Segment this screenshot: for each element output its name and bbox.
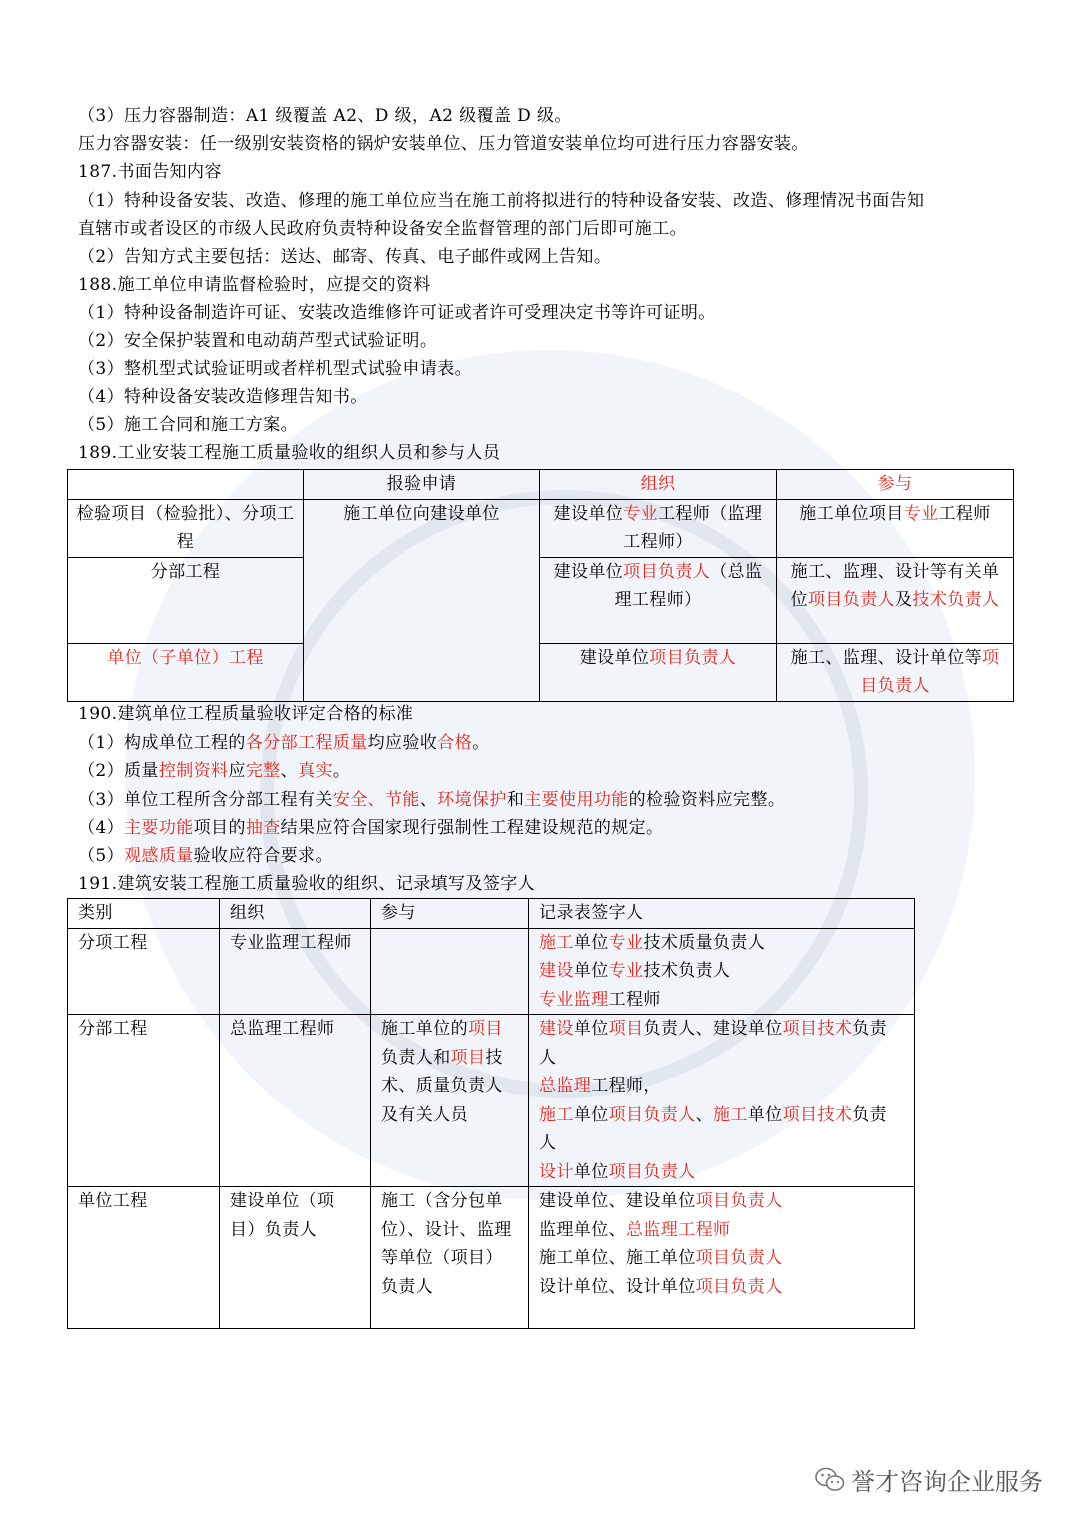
signer-cell: 建设单位项目负责人、建设单位项目技术负责人 总监理工程师， 施工单位项目负责人、施工单位项目技术负责人 设计单位项目负责人 — [529, 1015, 915, 1187]
text-line: 直辖市或者设区的市级人民政府负责特种设备安全监督管理的部门后即可施工。 — [78, 219, 687, 239]
table-row — [68, 1015, 915, 1187]
text-line: （1）特种设备制造许可证、安装改造维修许可证或者许可受理决定书等许可证明。 — [78, 303, 716, 323]
section-188-title: 188.施工单位申请监督检验时，应提交的资料 — [78, 275, 431, 295]
item-cell: 检验项目（检验批）、分项工程 — [68, 499, 304, 557]
footer-text: 誉才咨询企业服务 — [851, 1468, 1043, 1496]
table-row — [68, 928, 915, 1015]
org-cell: 建设单位项目负责人 — [540, 643, 777, 701]
table-header-row — [68, 470, 1014, 500]
part-cell: 施工单位的项目负责人和项目技术、质量负责人及有关人员 — [371, 1015, 529, 1187]
text-line: （3）整机型式试验证明或者样机型式试验申请表。 — [78, 359, 473, 379]
category-cell: 分项工程 — [68, 928, 220, 1015]
wechat-icon — [815, 1467, 845, 1493]
table-row — [68, 499, 1014, 557]
section-191-title: 191.建筑安装工程施工质量验收的组织、记录填写及签字人 — [78, 874, 536, 894]
text-line: （5）观感质量验收应符合要求。 — [78, 846, 333, 866]
text-line: （5）施工合同和施工方案。 — [78, 415, 299, 435]
apply-cell: 施工单位向建设单位 — [304, 499, 540, 701]
text-line: （1）构成单位工程的各分部工程质量均应验收合格。 — [78, 733, 490, 753]
header-cell: 参与 — [371, 899, 529, 929]
text-line: （1）特种设备安装、改造、修理的施工单位应当在施工前将拟进行的特种设备安装、改造、修理情况书面告知 — [78, 191, 925, 211]
header-cell: 组织 — [220, 899, 371, 929]
part-cell: 施工、监理、设计单位等项目负责人 — [777, 643, 1014, 701]
text-line: （2）质量控制资料应完整、真实。 — [78, 761, 351, 781]
text-line: （2）告知方式主要包括：送达、邮寄、传真、电子邮件或网上告知。 — [78, 247, 612, 267]
org-cell: 建设单位专业工程师（监理工程师） — [540, 499, 777, 557]
header-cell: 类别 — [68, 899, 220, 929]
text-line: （4）特种设备安装改造修理告知书。 — [78, 387, 368, 407]
part-cell — [371, 928, 529, 1015]
part-cell: 施工单位项目专业工程师 — [777, 499, 1014, 557]
part-cell: 施工、监理、设计等有关单位项目负责人及技术负责人 — [777, 557, 1014, 643]
table-row — [68, 557, 1014, 643]
text-line: （3）压力容器制造：A1 级覆盖 A2、D 级，A2 级覆盖 D 级。 — [78, 106, 572, 126]
header-cell: 记录表签字人 — [529, 899, 915, 929]
org-cell: 专业监理工程师 — [220, 928, 371, 1015]
header-cell: 组织 — [540, 470, 777, 500]
text-line: （4）主要功能项目的抽查结果应符合国家现行强制性工程建设规范的规定。 — [78, 818, 664, 838]
table-header-row — [68, 899, 915, 929]
table-191 — [67, 898, 915, 1329]
table-row — [68, 1187, 915, 1329]
text-line: （2）安全保护装置和电动葫芦型式试验证明。 — [78, 331, 438, 351]
org-cell: 建设单位（项目）负责人 — [220, 1187, 371, 1329]
org-cell: 总监理工程师 — [220, 1015, 371, 1187]
header-cell: 报验申请 — [304, 470, 540, 500]
item-cell: 单位（子单位）工程 — [68, 643, 304, 701]
section-187-title: 187.书面告知内容 — [78, 162, 222, 182]
item-cell: 分部工程 — [68, 557, 304, 643]
signer-cell: 施工单位专业技术质量负责人 建设单位专业技术负责人 专业监理工程师 — [529, 928, 915, 1015]
section-190-title: 190.建筑单位工程质量验收评定合格的标准 — [78, 704, 414, 724]
signer-cell: 建设单位、建设单位项目负责人 监理单位、总监理工程师 施工单位、施工单位项目负责人 设计单位、设计单位项目负责人 — [529, 1187, 915, 1329]
table-189 — [67, 469, 1014, 702]
category-cell: 单位工程 — [68, 1187, 220, 1329]
table-row — [68, 643, 1014, 701]
text-line: 压力容器安装：任一级别安装资格的锅炉安装单位、压力管道安装单位均可进行压力容器安装。 — [78, 134, 809, 154]
header-cell — [68, 470, 304, 500]
header-cell: 参与 — [777, 470, 1014, 500]
org-cell: 建设单位项目负责人（总监理工程师） — [540, 557, 777, 643]
category-cell: 分部工程 — [68, 1015, 220, 1187]
footer-source — [815, 1462, 1043, 1497]
text-line: （3）单位工程所含分部工程有关安全、节能、环境保护和主要使用功能的检验资料应完整。 — [78, 790, 786, 810]
section-189-title: 189.工业安装工程施工质量验收的组织人员和参与人员 — [78, 443, 501, 463]
part-cell: 施工（含分包单位）、设计、监理等单位（项目）负责人 — [371, 1187, 529, 1329]
